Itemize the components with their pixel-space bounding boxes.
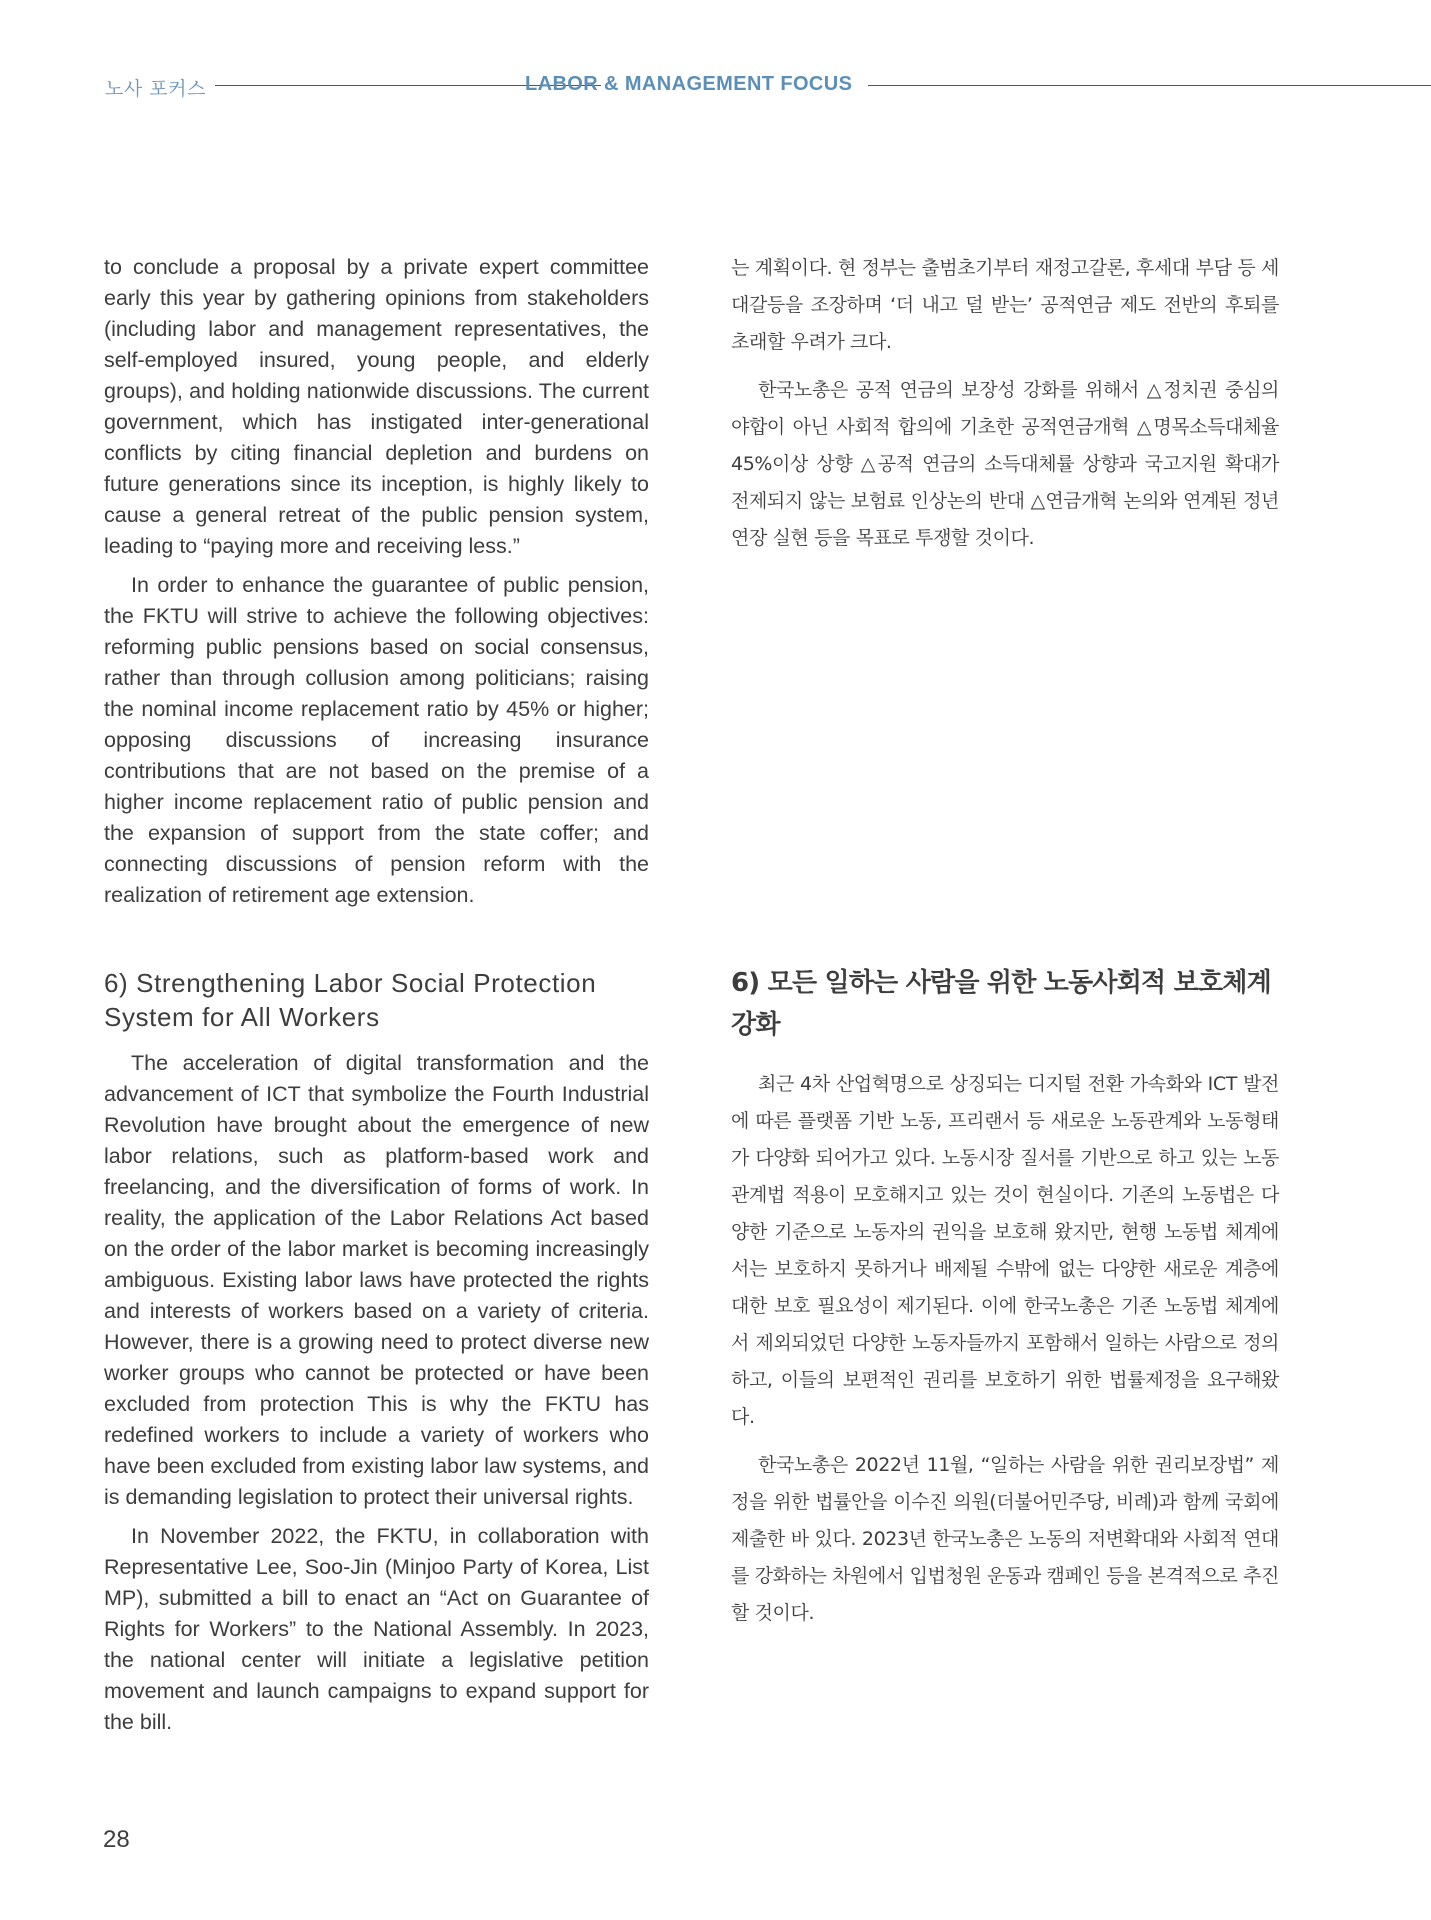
korean-column-top bbox=[731, 250, 1279, 557]
header-korean-title: 노사 포커스 bbox=[105, 78, 206, 100]
korean-paragraph-2: 한국노총은 공적 연금의 보장성 강화를 위해서 △정치권 중심의 야합이 아닌 사회적 합의에 기초한 공적연금개혁 △명목소득대체율 45%이상 상향 △공적 연금의 소득대체률 상향과 국고지원 확대가 전제되지 않는 보험료 인상논의 반대 △연금개혁 논의와 연계된 정년연장 실현 등을 목표로 투쟁할 것이다. bbox=[731, 379, 1279, 549]
korean-continued-paragraph: 는 계획이다. 현 정부는 출범초기부터 재정고갈론, 후세대 부담 등 세대갈등을 조장하며 ‘더 내고 덜 받는’ 공적연금 제도 전반의 후퇴를 초래할 우려가 크다. bbox=[731, 257, 1279, 353]
english-continued-paragraph: to conclude a proposal by a private expert committee early this year by gathering opinions from stakeholders (including labor and management representatives, the self-employed insured, young people, and elderly groups), and holding nationwide discussions. The current government, which has instigated inter-generational conflicts by citing financial depletion and burdens on future generations since its inception, is highly likely to cause a general retreat of the public pension system, leading to “paying more and receiving less.” bbox=[104, 255, 649, 558]
english-section-paragraph-1: The acceleration of digital transformation and the advancement of ICT that symbolize the Fourth Industrial Revolution have brought about the emergence of new labor relations, such as platform-based work and freelancing, and the diversification of forms of work. In reality, the application of the Labor Relations Act based on the order of the labor market is becoming increasingly ambiguous. Existing labor laws have protected the rights and interests of workers based on a variety of criteria. However, there is a growing need to protect diverse new worker groups who cannot be protected or have been excluded from protection This is why the FKTU has redefined workers to include a variety of workers who have been excluded from existing labor law systems, and is demanding legislation to protect their universal rights. bbox=[104, 1051, 649, 1509]
english-column-top bbox=[104, 252, 649, 911]
english-section-paragraph-2: In November 2022, the FKTU, in collaboration with Representative Lee, Soo-Jin (Minjoo Party of Korea, List MP), submitted a bill to enact an “Act on Guarantee of Rights for Workers” to the National Assembly. In 2023, the national center will initiate a legislative petition movement and launch campaigns to expand support for the bill. bbox=[104, 1524, 649, 1734]
korean-section-paragraph-1: 최근 4차 산업혁명으로 상징되는 디지털 전환 가속화와 ICT 발전에 따른 플랫폼 기반 노동, 프리랜서 등 새로운 노동관계와 노동형태가 다양화 되어가고 있다. 노동시장 질서를 기반으로 하고 있는 노동관계법 적용이 모호해지고 있는 것이 현실이다. 기존의 노동법은 다양한 기준으로 노동자의 권익을 보호해 왔지만, 현행 노동법 체계에서는 보호하지 못하거나 배제될 수밖에 없는 다양한 새로운 계층에 대한 보호 필요성이 제기된다. 이에 한국노총은 기존 노동법 체계에서 제외되었던 다양한 노동자들까지 포함해서 일하는 사람으로 정의하고, 이들의 보편적인 권리를 보호하기 위한 법률제정을 요구해왔다. bbox=[731, 1073, 1279, 1428]
korean-section-heading: 6) 모든 일하는 사람을 위한 노동사회적 보호체계 강화 bbox=[731, 968, 1271, 1040]
english-paragraph-2: In order to enhance the guarantee of public pension, the FKTU will strive to achieve the following objectives: reforming public pensions based on social consensus, rather than through collusion among politicians; raising the nominal income replacement ratio by 45% or higher; opposing discussions of increasing insurance contributions that are not based on the premise of a higher income replacement ratio of public pension and the expansion of support from the state coffer; and connecting discussions of pension reform with the realization of retirement age extension. bbox=[104, 573, 649, 907]
header-rule-right bbox=[868, 85, 1431, 86]
english-section-6 bbox=[104, 966, 649, 1738]
page-number: 28 bbox=[103, 1826, 130, 1853]
korean-section-6 bbox=[731, 962, 1279, 1632]
running-header bbox=[105, 74, 1431, 98]
header-english-title: LABOR & MANAGEMENT FOCUS bbox=[525, 73, 853, 95]
english-section-heading: 6) Strengthening Labor Social Protection System for All Workers bbox=[104, 968, 597, 1032]
korean-section-paragraph-2: 한국노총은 2022년 11월, “일하는 사람을 위한 권리보장법” 제정을 위한 법률안을 이수진 의원(더불어민주당, 비례)과 함께 국회에 제출한 바 있다. 2023년 한국노총은 노동의 저변확대와 사회적 연대를 강화하는 차원에서 입법청원 운동과 캠페인 등을 본격적으로 추진할 것이다. bbox=[731, 1454, 1279, 1624]
